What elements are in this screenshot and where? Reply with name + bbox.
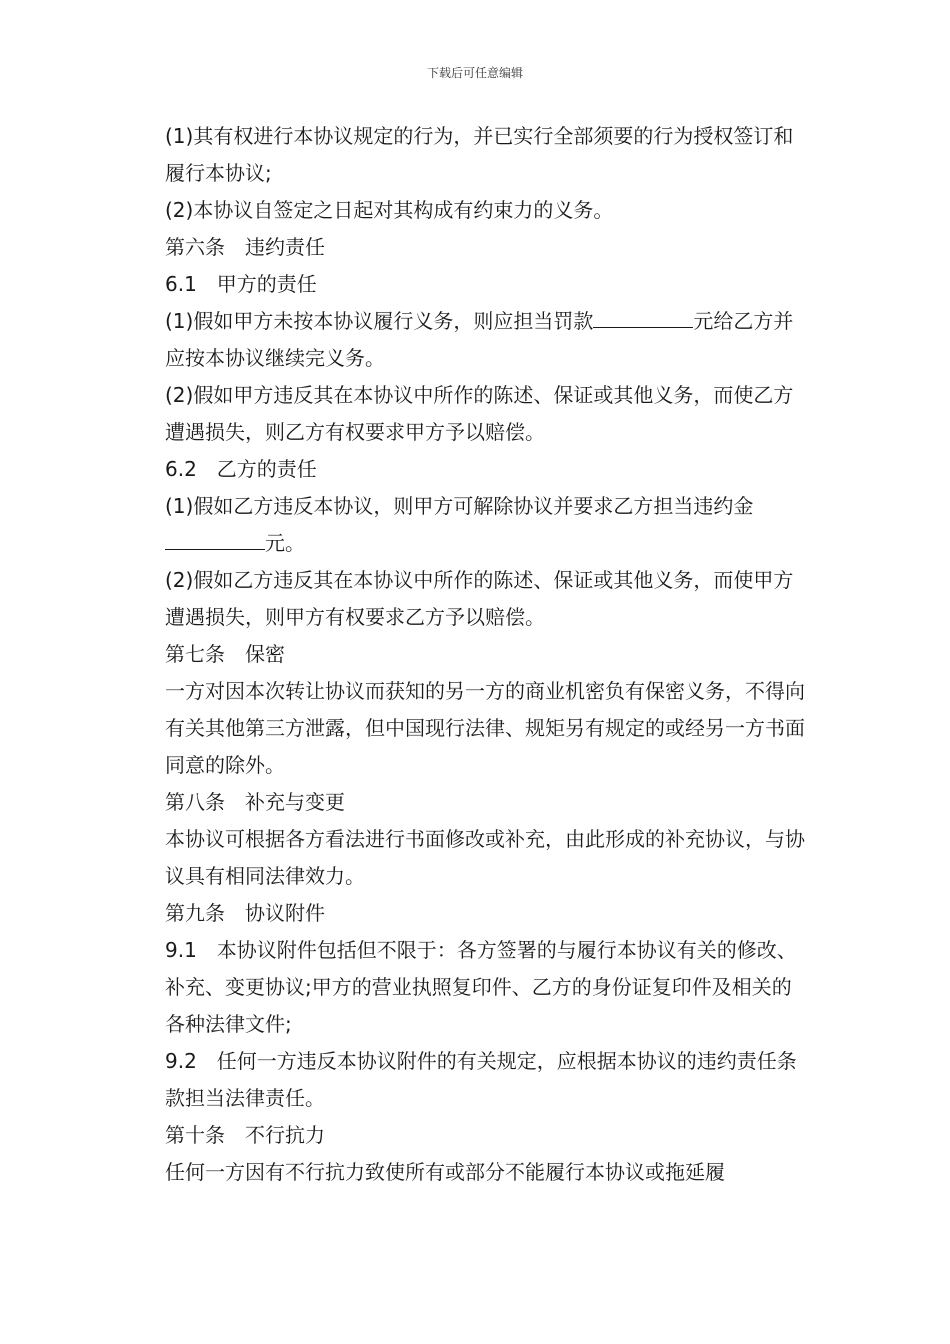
clause-item: (1)其有权进行本协议规定的行为，并已实行全部须要的行为授权签订和履行本协议; xyxy=(165,124,794,185)
page-header: 下载后可任意编辑 xyxy=(426,66,523,80)
article-heading: 第八条 补充与变更 xyxy=(165,790,345,814)
clause-item: 一方对因本次转让协议而获知的另一方的商业机密负有保密义务，不得向有关其他第三方泄露，但中国现行法律、规矩另有规定的或经另一方书面同意的除外。 xyxy=(165,679,805,777)
fill-in-blank[interactable] xyxy=(165,531,265,550)
clause-item: (2)假如甲方违反其在本协议中所作的陈述、保证或其他义务，而使乙方遭遇损失，则乙方有权要求甲方予以赔偿。 xyxy=(165,383,794,444)
clause-item: 9.2 任何一方违反本协议附件的有关规定，应根据本协议的违约责任条款担当法律责任。 xyxy=(165,1049,797,1110)
fill-in-blank[interactable] xyxy=(593,309,693,328)
section-heading: 6.2 乙方的责任 xyxy=(165,457,317,481)
clause-item: 任何一方因有不行抗力致使所有或部分不能履行本协议或拖延履 xyxy=(165,1160,725,1184)
article-heading: 第六条 违约责任 xyxy=(165,235,325,259)
document-body xyxy=(145,118,810,1191)
article-heading: 第十条 不行抗力 xyxy=(165,1123,325,1147)
clause-item: (1)假如乙方违反本协议，则甲方可解除协议并要求乙方担当违约金元。 xyxy=(165,494,754,555)
clause-item: (2)假如乙方违反其在本协议中所作的陈述、保证或其他义务，而使甲方遭遇损失，则甲方有权要求乙方予以赔偿。 xyxy=(165,568,794,629)
clause-item: (1)假如甲方未按本协议履行义务，则应担当罚款 元给乙方并应按本协议继续完义务。 xyxy=(165,309,794,370)
clause-item: 本协议可根据各方看法进行书面修改或补充，由此形成的补充协议，与协议具有相同法律效力。 xyxy=(165,827,805,888)
article-heading: 第七条 保密 xyxy=(165,642,285,666)
clause-item: (2)本协议自签定之日起对其构成有约束力的义务。 xyxy=(165,198,614,222)
section-heading: 6.1 甲方的责任 xyxy=(165,272,317,296)
clause-item: 9.1 本协议附件包括但不限于：各方签署的与履行本协议有关的修改、补充、变更协议;甲方的营业执照复印件、乙方的身份证复印件及相关的各种法律文件; xyxy=(165,938,797,1036)
article-heading: 第九条 协议附件 xyxy=(165,901,325,925)
